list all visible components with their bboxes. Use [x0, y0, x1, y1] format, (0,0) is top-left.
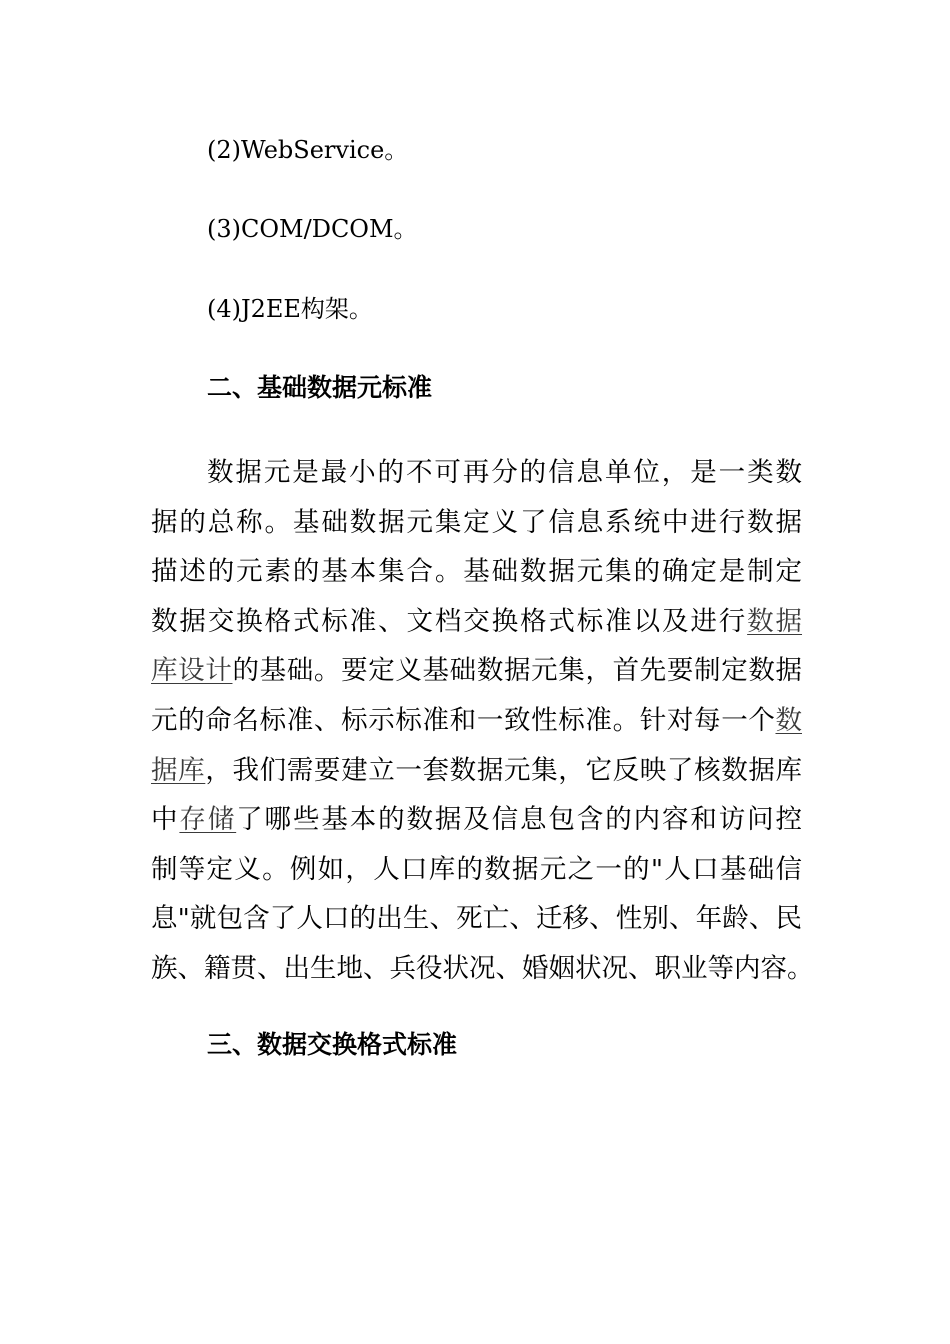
- paragraph-line: 据的总称。基础数据元集定义了信息系统中进行数据: [151, 506, 802, 538]
- paragraph-line: 族、籍贯、出生地、兵役状况、婚姻状况、职业等内容。: [151, 952, 814, 984]
- link-database-cont[interactable]: 据库: [151, 754, 206, 786]
- link-database-design[interactable]: 数据: [747, 605, 803, 637]
- paragraph-line: 描述的元素的基本集合。基础数据元集的确定是制定: [151, 556, 802, 588]
- paragraph-line: 库设计的基础。要定义基础数据元集，首先要制定数据: [151, 655, 803, 687]
- body-paragraph: [151, 448, 814, 994]
- list-item-webservice: (2)WebService。: [207, 136, 409, 164]
- paragraph-line: 息"就包含了人口的出生、死亡、迁移、性别、年龄、民: [151, 903, 802, 935]
- link-storage[interactable]: 存储: [179, 804, 237, 836]
- section-heading-basic-data-elements: 二、基础数据元标准: [207, 373, 433, 402]
- paragraph-line: 中存储了哪些基本的数据及信息包含的内容和访问控: [151, 804, 803, 836]
- list-item-j2ee: (4)J2EE构架。: [207, 295, 373, 323]
- list-item-com-dcom: (3)COM/DCOM。: [207, 215, 418, 243]
- paragraph-line: 制等定义。例如，人口库的数据元之一的"人口基础信: [151, 853, 802, 885]
- paragraph-line: 数据元是最小的不可再分的信息单位，是一类数: [207, 457, 802, 488]
- section-heading-data-exchange-format: 三、数据交换格式标准: [207, 1030, 458, 1059]
- link-database-design-cont[interactable]: 库设计: [151, 655, 233, 687]
- paragraph-line: 数据交换格式标准、文档交换格式标准以及进行数据: [151, 605, 803, 637]
- paragraph-line: 据库，我们需要建立一套数据元集，它反映了核数据库: [151, 754, 803, 786]
- link-database[interactable]: 数: [775, 704, 802, 736]
- paragraph-line: 元的命名标准、标示标准和一致性标准。针对每一个数: [151, 704, 802, 736]
